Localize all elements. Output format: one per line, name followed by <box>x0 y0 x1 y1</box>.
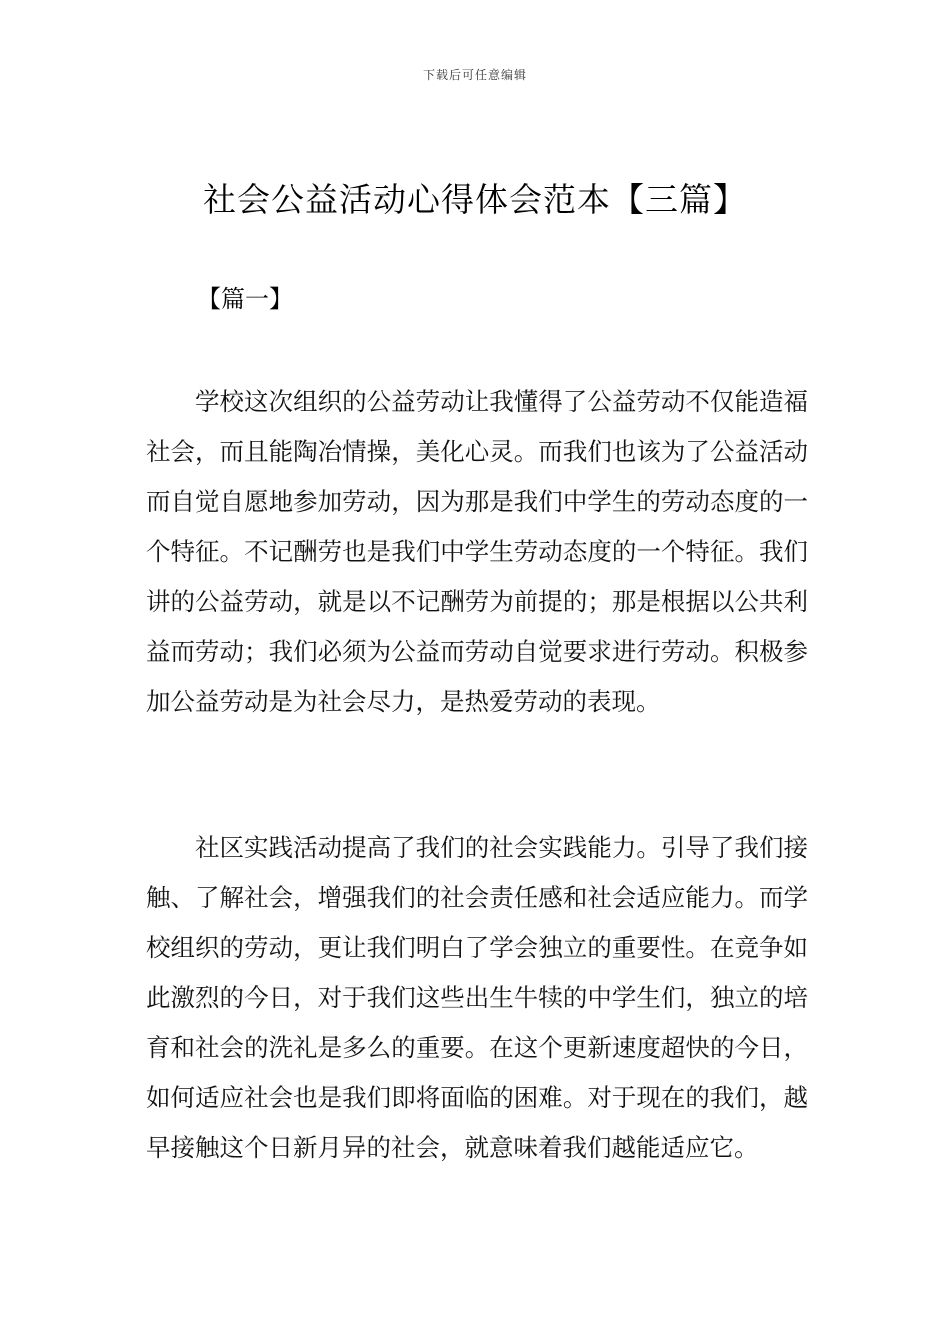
document-title: 社会公益活动心得体会范本【三篇】 <box>203 180 747 219</box>
header-note: 下载后可任意编辑 <box>422 68 527 82</box>
body-paragraph-1: 学校这次组织的公益劳动让我懂得了公益劳动不仅能造福社会，而且能陶冶情操，美化心灵。而我们也该为了公益活动而自觉自愿地参加劳动，因为那是我们中学生的劳动态度的一个特征。不记酬劳也是我们中学生劳动态度的一个特征。我们讲的公益劳动，就是以不记酬劳为前提的；那是根据以公共利益而劳动；我们必须为公益而劳动自觉要求进行劳动。积极参加公益劳动是为社会尽力，是热爱劳动的表现。 <box>146 387 808 716</box>
section-heading: 【篇一】 <box>197 285 293 313</box>
body-paragraph-2: 社区实践活动提高了我们的社会实践能力。引导了我们接触、了解社会，增强我们的社会责任感和社会适应能力。而学校组织的劳动，更让我们明白了学会独立的重要性。在竞争如此激烈的今日，对于我们这些出生牛犊的中学生们，独立的培育和社会的洗礼是多么的重要。在这个更新速度超快的今日，如何适应社会也是我们即将面临的困难。对于现在的我们，越早接触这个日新月异的社会，就意味着我们越能适应它。 <box>146 833 808 1162</box>
